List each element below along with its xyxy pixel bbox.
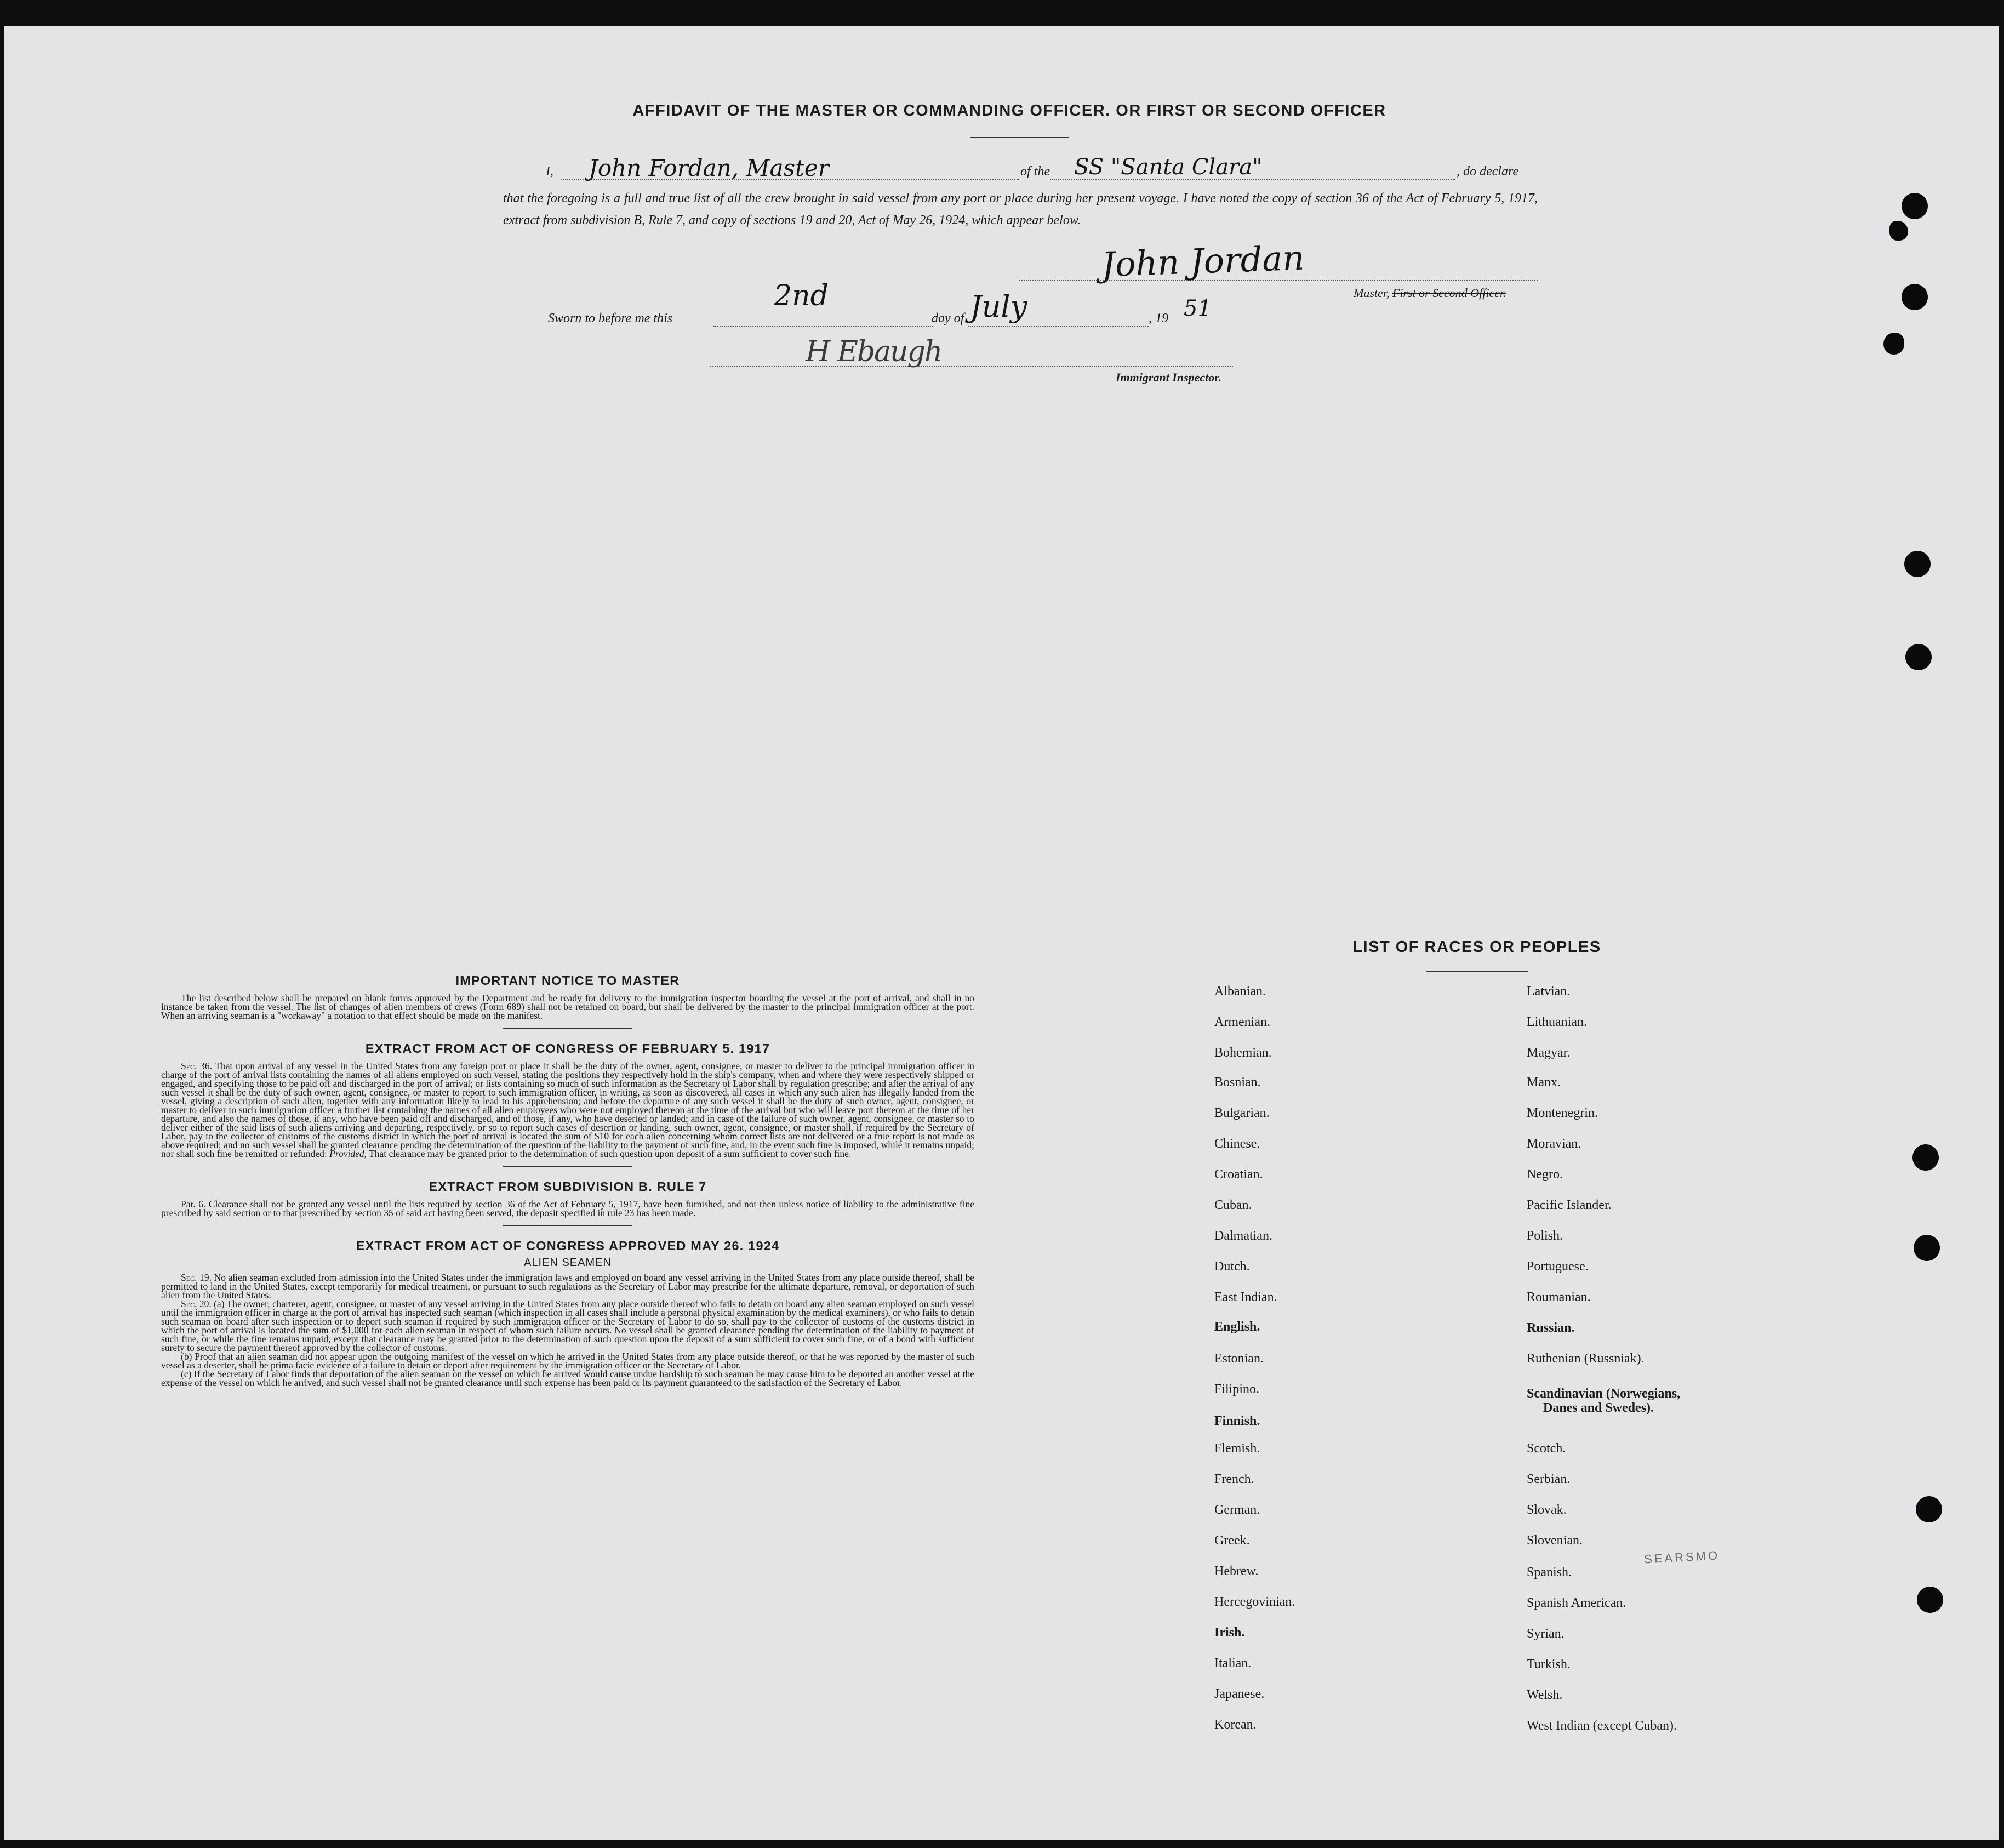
race-item: French. [1214, 1472, 1254, 1486]
race-item: Manx. [1527, 1075, 1561, 1090]
race-item: English. [1214, 1320, 1260, 1334]
punch-hole [1914, 1235, 1940, 1261]
race-item: Greek. [1214, 1533, 1250, 1548]
section-divider [503, 1225, 632, 1226]
sec20b-text: (b) Proof that an alien seaman did not appear upon the outgoing manifest of the vessel on which he arrived in the United States from any place outside thereof, or that he was reported by the master of such vessel as a deserter, shall be prima facie evidence of a failure to detain or deport after requirement by the immigration officer or the Secretary of Labor. [161, 1351, 974, 1371]
day-of-label: day of [932, 311, 964, 326]
races-title-underline [1426, 971, 1528, 972]
race-item: West Indian (except Cuban). [1527, 1719, 1677, 1733]
sec36-end: That clearance may be granted prior to the determination of such question upon deposit of a sum sufficient to cover such fine. [369, 1148, 852, 1159]
race-item: Slovenian. [1527, 1533, 1583, 1548]
extract-1917-heading: EXTRACT FROM ACT OF CONGRESS OF FEBRUARY 5. 1917 [365, 1041, 770, 1056]
race-item: Pacific Islander. [1527, 1198, 1612, 1212]
year-prefix: , 19 [1149, 311, 1168, 326]
month-handwriting: July [970, 289, 1027, 324]
sec20a-text [161, 1299, 974, 1352]
section-divider [503, 1028, 632, 1029]
race-item: Slovak. [1527, 1503, 1567, 1517]
punch-hole [1916, 1496, 1942, 1522]
notice-heading: IMPORTANT NOTICE TO MASTER [455, 973, 680, 988]
sec36-text [161, 1062, 974, 1158]
rule7-text: Par. 6. Clearance shall not be granted any vessel until the lists required by section 36 of the Act of February 5, 1917, have been furnished, and not then unless notice of liability to the administrative fine prescribed by said section or to that prescribed by section 35 of said act having been served, the deposit specified in rule 23 has been made. [161, 1199, 974, 1218]
race-item: Negro. [1527, 1167, 1563, 1182]
inspector-title: Immigrant Inspector. [1116, 370, 1222, 384]
sec20c-text: (c) If the Secretary of Labor finds that deportation of the alien seaman on the vessel on which he arrived would cause undue hardship to such seaman he may cause him to be deported an another vessel at the expense of the vessel on which he arrived, and such vessel shall not be granted clearance until such expense has been paid or its payment guaranteed to the satisfaction of the Secretary of Labor. [161, 1368, 974, 1388]
race-item: Montenegrin. [1527, 1106, 1598, 1120]
race-item: Lithuanian. [1527, 1015, 1587, 1029]
race-item: Armenian. [1214, 1015, 1270, 1029]
race-item: Welsh. [1527, 1688, 1563, 1702]
race-item: Finnish. [1214, 1414, 1260, 1428]
extract-1924-heading: EXTRACT FROM ACT OF CONGRESS APPROVED MAY 26. 1924 [356, 1239, 780, 1253]
race-item: Latvian. [1527, 984, 1571, 999]
do-declare-label: , do declare [1457, 164, 1519, 179]
sec19-body: No alien seaman excluded from admission into the United States under the immigration laws and employed on board any vessel arriving in the United States from any place outside thereof, shall be permitted to land in the United States, except temporarily for medical treatment, or pursuant to such regulations as the Secretary of Labor may prescribe for the ultimate departure, removal, or deportation of such alien from the United States. [161, 1272, 974, 1301]
race-item: Ruthenian (Russniak). [1527, 1351, 1645, 1366]
day-handwriting: 2nd [774, 280, 829, 312]
race-item: Spanish. [1527, 1565, 1572, 1579]
master-name-handwriting: John Fordan, Master [589, 155, 829, 181]
race-item: German. [1214, 1503, 1260, 1517]
race-item: Dutch. [1214, 1259, 1250, 1274]
provided-word: Provided, [329, 1148, 367, 1159]
rule7-heading: EXTRACT FROM SUBDIVISION B. RULE 7 [429, 1179, 707, 1194]
race-item: Estonian. [1214, 1351, 1264, 1366]
race-item: Bohemian. [1214, 1046, 1272, 1060]
sec20-label: Sec. 20. [181, 1298, 212, 1309]
race-item: Croatian. [1214, 1167, 1263, 1182]
month-line [968, 326, 1149, 327]
race-item: Russian. [1527, 1321, 1575, 1335]
notice-column [161, 973, 974, 1387]
punch-hole [1905, 644, 1932, 670]
punch-hole [1917, 1587, 1943, 1613]
race-item: Scandinavian (Norwegians, [1527, 1387, 1681, 1401]
race-item: Magyar. [1527, 1046, 1571, 1060]
affidavit-body: that the foregoing is a full and true list of all the crew brought in said vessel from any port or place during her present voyage. I have noted the copy of section 36 of the Act of February 5, 1917, extract from subdivision B, Rule 7, and copy of sections 19 and 20, Act of May 26, 1924, which appear below. [503, 191, 1538, 227]
signer-title [1354, 286, 1506, 300]
of-the-label: of the [1020, 164, 1050, 179]
sworn-label: Sworn to before me this [548, 311, 673, 326]
race-item: Albanian. [1214, 984, 1266, 999]
section-divider [503, 1166, 632, 1167]
race-item: Serbian. [1527, 1472, 1571, 1486]
race-item: Irish. [1214, 1625, 1245, 1640]
race-item: Turkish. [1527, 1657, 1571, 1672]
faded-stamp: SEARSMO [1643, 1548, 1720, 1566]
day-line [713, 326, 933, 327]
race-item: Dalmatian. [1214, 1229, 1272, 1243]
races-title: LIST OF RACES OR PEOPLES [1352, 938, 1601, 956]
year-handwriting: 51 [1184, 296, 1212, 321]
race-item: Hercegovinian. [1214, 1595, 1295, 1609]
race-item: Japanese. [1214, 1687, 1265, 1701]
race-item: Danes and Swedes). [1543, 1401, 1654, 1415]
punch-hole [1912, 1144, 1939, 1171]
race-item: Chinese. [1214, 1137, 1260, 1151]
punch-hole [1902, 193, 1928, 219]
race-item: Filipino. [1214, 1382, 1260, 1396]
race-item: Syrian. [1527, 1627, 1565, 1641]
vessel-name-handwriting: SS "Santa Clara" [1074, 155, 1263, 180]
race-item: Bosnian. [1214, 1075, 1261, 1090]
sec19-label: Sec. 19. [181, 1272, 212, 1283]
torn-hole [1889, 221, 1908, 241]
race-item: Italian. [1214, 1656, 1252, 1670]
punch-hole [1902, 284, 1928, 310]
struck-officer-title: First or Second Officer. [1392, 286, 1506, 300]
race-item: Spanish American. [1527, 1596, 1626, 1610]
signature-line [1019, 280, 1538, 281]
master-signature: John Jordan [1100, 237, 1305, 285]
race-item: Cuban. [1214, 1198, 1252, 1212]
race-item: Portuguese. [1527, 1259, 1589, 1274]
affidavit-title: AFFIDAVIT OF THE MASTER OR COMMANDING OFFICER. OR FIRST OR SECOND OFFICER [632, 102, 1386, 119]
race-item: Korean. [1214, 1718, 1257, 1732]
inspector-signature: H Ebaugh [806, 335, 942, 368]
sec36-label: Sec. 36. [181, 1060, 212, 1071]
i-label: I, [546, 164, 553, 179]
sec19-text [161, 1273, 974, 1299]
race-item: Scotch. [1527, 1441, 1566, 1456]
sec20a-body: (a) The owner, charterer, agent, consignee, or master of any vessel arriving in the United States from any place outside thereof who fails to detain on board any alien seaman employed on such vessel until the immigration officer in charge at the port of arrival has inspected such seaman (which inspection in all cases shall include a personal physical examination by the medical examiners), or who fails to detain such seaman on board after such inspection or to deport such seaman if required by such immigration officer or the Secretary of Labor to do so, shall pay to the collector of customs of the customs district in which the port of arrival is located the sum of $1,000 for each alien seaman in respect of whom such failure occurs. No vessel shall be granted clearance pending the determination of the liability to payment of such fine, or while the fine remains unpaid, except that clearance may be granted prior to the determination of such question upon the deposit of a sum sufficient to cover such fine, or of a bond with sufficient surety to secure the payment thereof approved by the collector of customs. [161, 1298, 974, 1353]
race-item: Roumanian. [1527, 1290, 1591, 1304]
race-item: Bulgarian. [1214, 1106, 1270, 1120]
torn-hole [1883, 333, 1904, 355]
punch-hole [1904, 551, 1931, 577]
notice-text: The list described below shall be prepared on blank forms approved by the Department and be ready for delivery to the immigration inspector boarding the vessel at the port of arrival, and shall in no instance be taken from the vessel. The list of changes of alien members of crews (Form 689) shall not be retained on board, but shall be delivered by the master to the principal immigration officer at the port. When an arriving seaman is a "workaway" a notation to that effect should be made on the manifest. [161, 993, 974, 1021]
sec36-body: That upon arrival of any vessel in the United States from any foreign port or place it shall be the duty of the owner, agent, consignee, or master to deliver to the principal immigration officer in charge of the port of arrival lists containing the names of all aliens employed on such vessel, stating the positions they respectively hold in the ship's company, when and where they were respectively shipped or engaged, and specifying those to be paid off and discharged in the port of arrival; or lists containing so much of such information as the Secretary of Labor shall by regulation prescribe; and after the arrival of any such vessel it shall be the duty of such owner, agent, consignee, or master to report to such immigration officer, in writing, as soon as discovered, all cases in which any such alien has illegally landed from the vessel, giving a description of such alien, together with any information likely to lead to his apprehension; and before the departure of any such vessel it shall be the duty of such owner, agent, consignee, or master to deliver to such immigration officer a further list containing the names of all alien employees who were not employed thereon at the time of the arrival but who will leave port thereon at the time of her departure, and also the names of those, if any, who have been paid off and discharged, and of those, if any, who have deserted or landed; and in case of the failure of such owner, agent, consignee, or master so to deliver either of the said lists of such aliens arriving and departing, respectively, or so to report such cases of desertion or landing, such owner, agent, consignee, or master shall, if required by the Secretary of Labor, pay to the collector of customs of the customs district in which the port of arrival is located the sum of $10 for each alien concerning whom correct lists are not delivered or a true report is not made as above required; and no such vessel shall be granted clearance pending the determination of the question of the liability to the payment of such fine, and, in the event such fine is imposed, while it remains unpaid; nor shall such fine be remitted or refunded: [161, 1060, 974, 1159]
race-item: Polish. [1527, 1229, 1563, 1243]
race-item: East Indian. [1214, 1290, 1277, 1304]
race-item: Hebrew. [1214, 1564, 1259, 1578]
race-item: Flemish. [1214, 1441, 1260, 1456]
title-underline [970, 137, 1069, 138]
alien-seamen-subheading: ALIEN SEAMEN [524, 1257, 612, 1269]
master-title: Master, [1354, 286, 1390, 300]
inspector-line [710, 366, 1233, 367]
race-item: Moravian. [1527, 1137, 1581, 1151]
